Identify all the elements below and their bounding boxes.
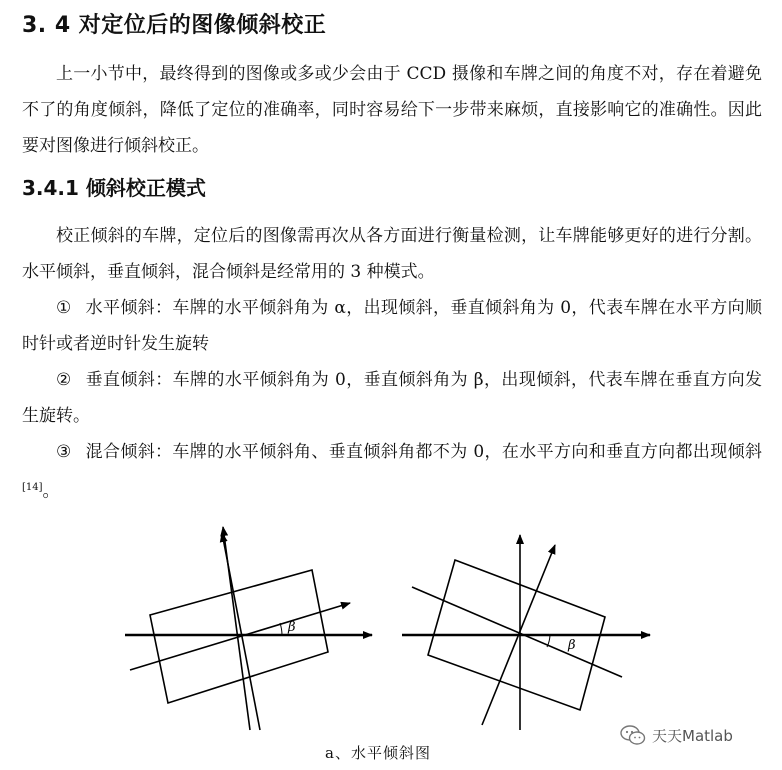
section-heading: 3. 4 对定位后的图像倾斜校正: [22, 13, 327, 38]
item-number: ③: [56, 442, 72, 462]
item-text: 垂直倾斜：车牌的水平倾斜角为 0，垂直倾斜角为 β，出现倾斜，代表车牌在垂直方向发生旋转。: [22, 370, 762, 426]
item-text: 水平倾斜：车牌的水平倾斜角为 α，出现倾斜，垂直倾斜角为 0，代表车牌在水平方向顺时针或者逆时针发生旋转: [22, 298, 762, 354]
item-end: 。: [42, 481, 60, 502]
citation: [14]: [22, 482, 43, 493]
tilt-diagrams: [110, 525, 660, 735]
item-mixed-tilt: [22, 434, 762, 510]
modes-paragraph: 校正倾斜的车牌，定位后的图像需再次从各方面进行衡量检测，让车牌能够更好的进行分割。水平倾斜，垂直倾斜，混合倾斜是经常用的 3 种模式。: [22, 226, 762, 282]
watermark: [620, 724, 733, 746]
left-tilted-y-axis: [223, 527, 250, 730]
intro-paragraph: 上一小节中，最终得到的图像或多或少会由于 CCD 摄像和车牌之间的角度不对，存在着避免不了的角度倾斜，降低了定位的准确率，同时容易给下一步带来麻烦，直接影响它的准确性。因此要对图像进行倾斜校正。: [22, 64, 762, 156]
item-number: ①: [56, 298, 72, 318]
right-diagram: [402, 535, 650, 730]
item-number: ②: [56, 370, 72, 390]
left-angle-arc: [280, 623, 282, 635]
subsection-heading: 3.4.1 倾斜校正模式: [22, 176, 206, 200]
right-angle-label: β: [568, 638, 576, 653]
item-vertical-tilt: [22, 362, 762, 434]
item-horizontal-tilt: [22, 290, 762, 362]
watermark-text: 天天Matlab: [652, 726, 733, 745]
left-angle-label: β: [288, 620, 296, 635]
tilt-figure: [110, 525, 660, 739]
left-diagram: [125, 527, 372, 730]
wechat-icon: [620, 724, 646, 746]
right-tilted-axis: [412, 587, 622, 677]
item-text: 混合倾斜：车牌的水平倾斜角、垂直倾斜角都不为 0，在水平方向和垂直方向都出现倾斜: [85, 442, 762, 462]
figure-caption: a、水平倾斜图: [325, 744, 431, 762]
